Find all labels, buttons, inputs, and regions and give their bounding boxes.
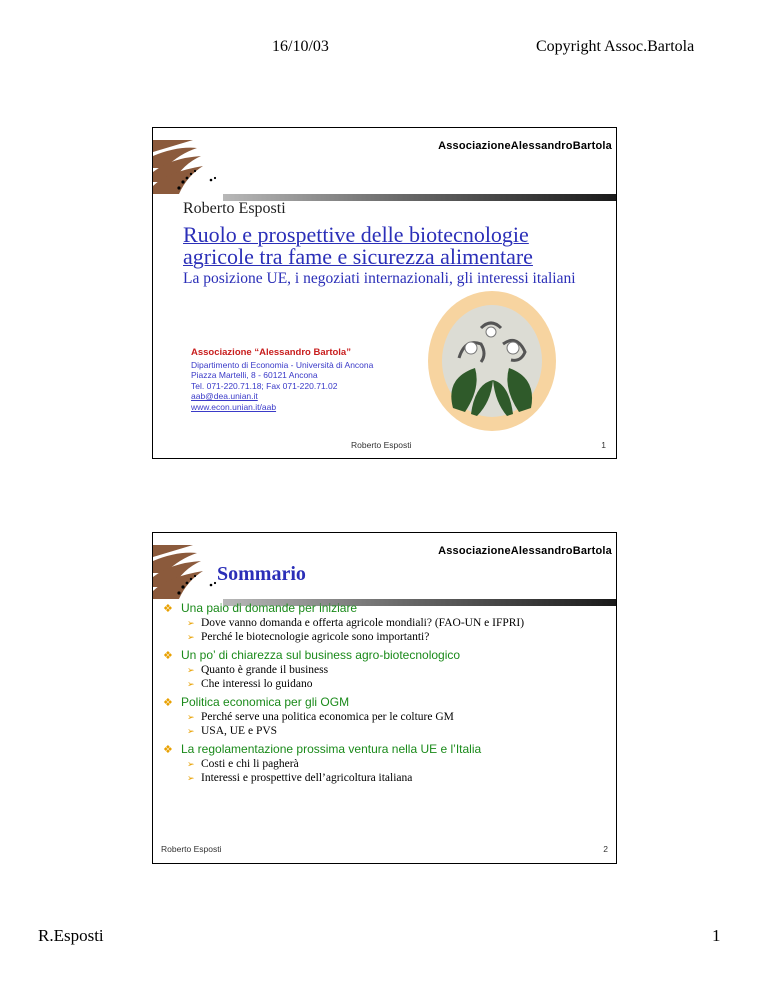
diamond-bullet-icon: ❖ (163, 743, 173, 756)
header-date: 16/10/03 (272, 38, 329, 55)
contact-address: Piazza Martelli, 8 - 60121 Ancona (191, 370, 318, 380)
association-wordmark: AssociazioneAlessandroBartola (438, 140, 612, 152)
field-logo-icon (153, 138, 217, 198)
slide-subtitle: La posizione UE, i negoziati internazionali, gli interessi italiani (183, 270, 576, 287)
slide-footer-author: Roberto Esposti (161, 844, 222, 854)
footer-page-number: 1 (712, 926, 721, 945)
diamond-bullet-icon: ❖ (163, 696, 173, 709)
slide-title: Sommario (217, 563, 306, 585)
agenda-item: ❖ Un po’ di chiarezza sul business agro-biotecnologico (163, 648, 461, 662)
arrow-bullet-icon: ➢ (187, 678, 195, 689)
contact-web-link[interactable]: www.econ.unian.it/aab (191, 401, 277, 412)
agenda-subitem: ➢ Dove vanno domanda e offerta agricole mondiali? (FAO-UN e IFPRI) (187, 617, 525, 629)
field-logo-icon (153, 543, 217, 603)
diamond-bullet-icon: ❖ (163, 649, 173, 662)
contact-dept: Dipartimento di Economia - Università di Ancona (191, 359, 374, 370)
agenda-subitem: ➢ Interessi e prospettive dell’agricoltura italiana (187, 772, 413, 784)
emblem-seal-icon (425, 288, 559, 434)
slide-1 (152, 127, 617, 459)
slide-number: 2 (603, 844, 608, 854)
agenda-subitem: ➢ Che interessi lo guidano (187, 678, 313, 690)
slide-number: 1 (601, 440, 606, 450)
arrow-bullet-icon: ➢ (187, 664, 195, 675)
arrow-bullet-icon: ➢ (187, 725, 195, 736)
agenda-subitem: ➢ USA, UE e PVS (187, 725, 278, 737)
association-wordmark: AssociazioneAlessandroBartola (438, 545, 612, 557)
agenda-subitem: ➢ Perché le biotecnologie agricole sono importanti? (187, 631, 430, 643)
contact-phone: Tel. 071-220.71.18; Fax 071-220.71.02 (191, 380, 338, 391)
diamond-bullet-icon: ❖ (163, 602, 173, 615)
slide-footer-author: Roberto Esposti (351, 440, 412, 450)
slide-title: Ruolo e prospettive delle biotecnologie agricole tra fame e sicurezza alimentare (183, 222, 533, 269)
contact-name: Associazione “Alessandro Bartola” (191, 347, 351, 358)
arrow-bullet-icon: ➢ (187, 631, 195, 642)
contact-block (191, 348, 373, 412)
slide-2 (152, 532, 617, 864)
footer-author: R.Esposti (38, 926, 104, 945)
agenda-item: ❖ La regolamentazione prossima ventura nella UE e l’Italia (163, 742, 482, 756)
arrow-bullet-icon: ➢ (187, 772, 195, 783)
agenda-item: ❖ Una paio di domande per iniziare (163, 601, 358, 615)
arrow-bullet-icon: ➢ (187, 711, 195, 722)
agenda-list (163, 601, 613, 784)
header-copyright: Copyright Assoc.Bartola (536, 38, 695, 55)
arrow-bullet-icon: ➢ (187, 758, 195, 769)
contact-email-link[interactable]: aab@dea.unian.it (191, 391, 258, 401)
agenda-subitem: ➢ Quanto è grande il business (187, 664, 329, 676)
arrow-bullet-icon: ➢ (187, 617, 195, 628)
slide-author: Roberto Esposti (183, 200, 286, 217)
agenda-subitem: ➢ Perché serve una politica economica per le colture GM (187, 711, 454, 723)
agenda-item: ❖ Politica economica per gli OGM (163, 695, 350, 709)
agenda-subitem: ➢ Costi e chi li pagherà (187, 758, 299, 770)
